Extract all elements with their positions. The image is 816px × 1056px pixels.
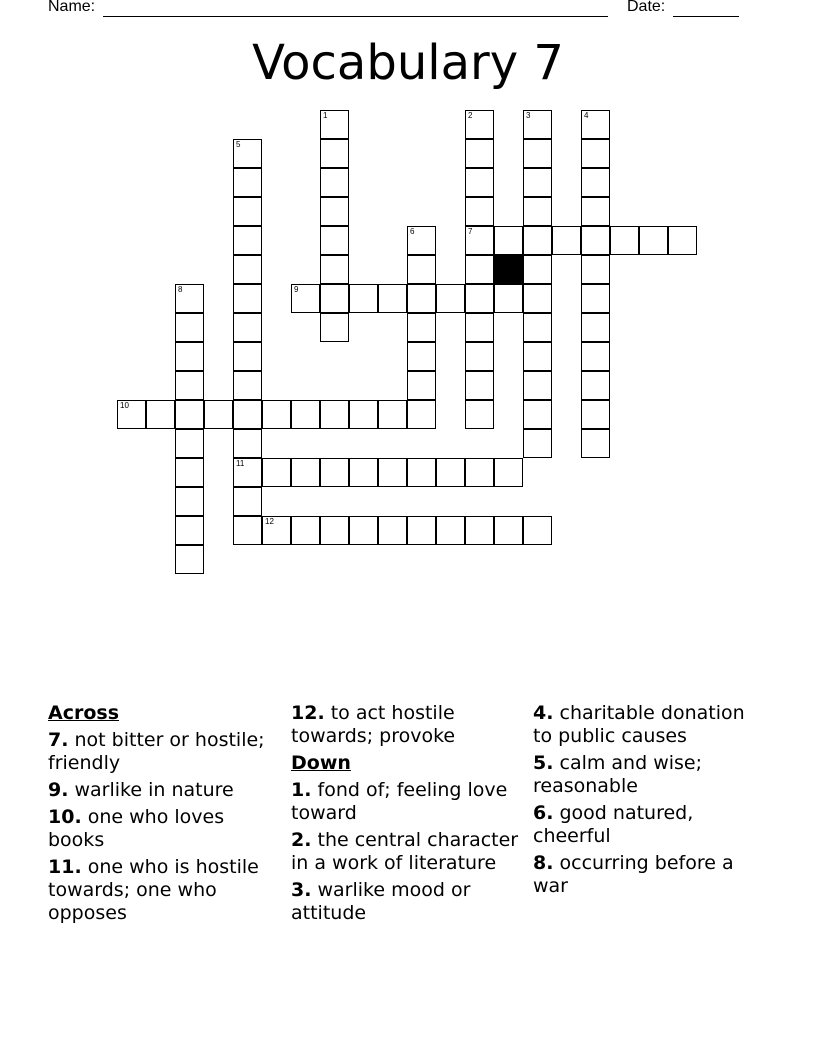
- clue-down-8: 8. occurring before a war: [533, 852, 734, 897]
- grid-cell[interactable]: [465, 168, 494, 197]
- grid-cell[interactable]: [175, 342, 204, 371]
- grid-cell[interactable]: [523, 284, 552, 313]
- grid-cell[interactable]: [407, 226, 436, 255]
- grid-cell[interactable]: [291, 516, 320, 545]
- clue-number: 5: [236, 140, 241, 149]
- grid-cell[interactable]: [320, 110, 349, 139]
- clue-number: 11: [236, 459, 245, 468]
- grid-cell[interactable]: [175, 545, 204, 574]
- grid-cell[interactable]: [378, 400, 407, 429]
- clue-number: 3: [526, 111, 531, 120]
- clue-down-1: 1. fond of; feeling love toward: [291, 779, 508, 824]
- clue-across-7: 7. not bitter or hostile; friendly: [48, 729, 265, 774]
- grid-cell[interactable]: [233, 458, 262, 487]
- grid-cell[interactable]: [465, 342, 494, 371]
- grid-cell[interactable]: [494, 226, 523, 255]
- grid-cell[interactable]: [320, 516, 349, 545]
- grid-cell[interactable]: [204, 400, 233, 429]
- grid-cell[interactable]: [581, 313, 610, 342]
- grid-cell[interactable]: [175, 458, 204, 487]
- grid-cell[interactable]: [581, 197, 610, 226]
- grid-cell[interactable]: [581, 371, 610, 400]
- grid-cell[interactable]: [523, 139, 552, 168]
- grid-cell[interactable]: [581, 139, 610, 168]
- grid-cell[interactable]: [233, 139, 262, 168]
- grid-cell[interactable]: [465, 110, 494, 139]
- grid-cell[interactable]: [581, 400, 610, 429]
- clue-column-2: [291, 702, 527, 929]
- across-heading: Across: [48, 702, 120, 724]
- grid-cell[interactable]: [233, 255, 262, 284]
- clue-number: 2: [468, 111, 473, 120]
- grid-cell[interactable]: [291, 458, 320, 487]
- grid-cell[interactable]: [465, 400, 494, 429]
- grid-cell[interactable]: [523, 168, 552, 197]
- grid-cell[interactable]: [407, 458, 436, 487]
- clue-across-11: 11. one who is hostile towards; one who opposes: [48, 856, 259, 924]
- name-label: Name:: [48, 0, 96, 15]
- clue-number: 10: [120, 401, 129, 410]
- grid-cell[interactable]: [523, 342, 552, 371]
- grid-cell[interactable]: [233, 197, 262, 226]
- grid-cell[interactable]: [407, 284, 436, 313]
- grid-cell[interactable]: [262, 516, 291, 545]
- clue-number: 6: [410, 227, 415, 236]
- grid-cell[interactable]: [436, 284, 465, 313]
- grid-cell[interactable]: [378, 516, 407, 545]
- grid-cell[interactable]: [523, 226, 552, 255]
- grid-cell[interactable]: [291, 284, 320, 313]
- clue-number: 4: [584, 111, 589, 120]
- grid-cell[interactable]: [465, 139, 494, 168]
- grid-cell[interactable]: [262, 400, 291, 429]
- grid-cell[interactable]: [407, 516, 436, 545]
- down-heading: Down: [291, 752, 351, 774]
- grid-cell[interactable]: [581, 226, 610, 255]
- grid-cell[interactable]: [233, 516, 262, 545]
- clue-down-4: 4. charitable donation to public causes: [533, 702, 745, 747]
- grid-cell[interactable]: [581, 284, 610, 313]
- grid-cell[interactable]: [320, 284, 349, 313]
- grid-cell[interactable]: [494, 516, 523, 545]
- clue-number: 7: [468, 227, 473, 236]
- clue-across-10: 10. one who loves books: [48, 806, 225, 851]
- grid-cell[interactable]: [175, 284, 204, 313]
- clue-number: 8: [178, 285, 183, 294]
- grid-cell[interactable]: [146, 400, 175, 429]
- grid-cell[interactable]: [233, 342, 262, 371]
- grid-cell[interactable]: [581, 110, 610, 139]
- grid-cell[interactable]: [407, 400, 436, 429]
- grid-cell[interactable]: [581, 255, 610, 284]
- grid-cell[interactable]: [465, 516, 494, 545]
- grid-cell[interactable]: [668, 226, 697, 255]
- grid-cell[interactable]: [523, 255, 552, 284]
- grid-cell[interactable]: [320, 458, 349, 487]
- grid-cell[interactable]: [349, 516, 378, 545]
- grid-cell[interactable]: [320, 255, 349, 284]
- clue-across-9: 9. warlike in nature: [48, 779, 234, 801]
- clue-number: 12: [265, 517, 274, 526]
- grid-cell[interactable]: [320, 400, 349, 429]
- grid-cell[interactable]: [465, 371, 494, 400]
- grid-cell[interactable]: [465, 458, 494, 487]
- grid-cell[interactable]: [262, 458, 291, 487]
- grid-cell[interactable]: [320, 197, 349, 226]
- grid-cell[interactable]: [523, 429, 552, 458]
- grid-cell[interactable]: [175, 429, 204, 458]
- grid-cell[interactable]: [523, 516, 552, 545]
- grid-cell[interactable]: [494, 458, 523, 487]
- grid-cell[interactable]: [436, 458, 465, 487]
- grid-cell[interactable]: [378, 284, 407, 313]
- grid-cell[interactable]: [349, 400, 378, 429]
- clue-down-5: 5. calm and wise; reasonable: [533, 752, 703, 797]
- grid-cell[interactable]: [523, 313, 552, 342]
- clue-number: 9: [294, 285, 299, 294]
- grid-cell[interactable]: [465, 284, 494, 313]
- grid-cell[interactable]: [175, 487, 204, 516]
- grid-cell[interactable]: [581, 168, 610, 197]
- grid-cell[interactable]: [552, 226, 581, 255]
- grid-cell[interactable]: [117, 400, 146, 429]
- grid-cell[interactable]: [320, 226, 349, 255]
- clue-down-2: 2. the central character in a work of literature: [291, 829, 519, 874]
- grid-cell[interactable]: [581, 429, 610, 458]
- clue-down-3: 3. warlike mood or attitude: [291, 879, 471, 924]
- date-label: Date:: [627, 0, 666, 15]
- grid-cell[interactable]: [465, 255, 494, 284]
- grid-cell[interactable]: [320, 313, 349, 342]
- grid-cell[interactable]: [610, 226, 639, 255]
- grid-cell[interactable]: [523, 197, 552, 226]
- grid-cell[interactable]: [407, 371, 436, 400]
- grid-cell[interactable]: [407, 313, 436, 342]
- grid-cell[interactable]: [465, 226, 494, 255]
- grid-cell[interactable]: [233, 226, 262, 255]
- black-square: [494, 255, 523, 284]
- grid-cell[interactable]: [436, 516, 465, 545]
- clue-column-3: [533, 702, 748, 902]
- grid-cell[interactable]: [233, 168, 262, 197]
- grid-cell[interactable]: [233, 313, 262, 342]
- grid-cell[interactable]: [320, 168, 349, 197]
- grid-cell[interactable]: [378, 458, 407, 487]
- grid-cell[interactable]: [320, 139, 349, 168]
- grid-cell[interactable]: [349, 284, 378, 313]
- grid-cell[interactable]: [494, 284, 523, 313]
- grid-cell[interactable]: [407, 342, 436, 371]
- grid-cell[interactable]: [349, 458, 378, 487]
- grid-cell[interactable]: [581, 342, 610, 371]
- grid-cell[interactable]: [523, 371, 552, 400]
- grid-cell[interactable]: [175, 516, 204, 545]
- grid-cell[interactable]: [523, 400, 552, 429]
- grid-cell[interactable]: [523, 110, 552, 139]
- grid-cell[interactable]: [291, 400, 320, 429]
- grid-cell[interactable]: [465, 313, 494, 342]
- clue-down-6: 6. good natured, cheerful: [533, 802, 694, 847]
- puzzle-title: Vocabulary 7: [252, 35, 564, 91]
- grid-cell[interactable]: [407, 255, 436, 284]
- clue-column-1: [48, 702, 270, 929]
- grid-cell[interactable]: [639, 226, 668, 255]
- grid-cell[interactable]: [175, 371, 204, 400]
- clue-number: 1: [323, 111, 328, 120]
- grid-cell[interactable]: [175, 400, 204, 429]
- grid-cell[interactable]: [175, 313, 204, 342]
- grid-cell[interactable]: [233, 487, 262, 516]
- clue-across-12: 12. to act hostile towards; provoke: [291, 702, 456, 747]
- grid-cell[interactable]: [233, 429, 262, 458]
- grid-cell[interactable]: [233, 400, 262, 429]
- grid-cell[interactable]: [465, 197, 494, 226]
- grid-cell[interactable]: [233, 371, 262, 400]
- grid-cell[interactable]: [233, 284, 262, 313]
